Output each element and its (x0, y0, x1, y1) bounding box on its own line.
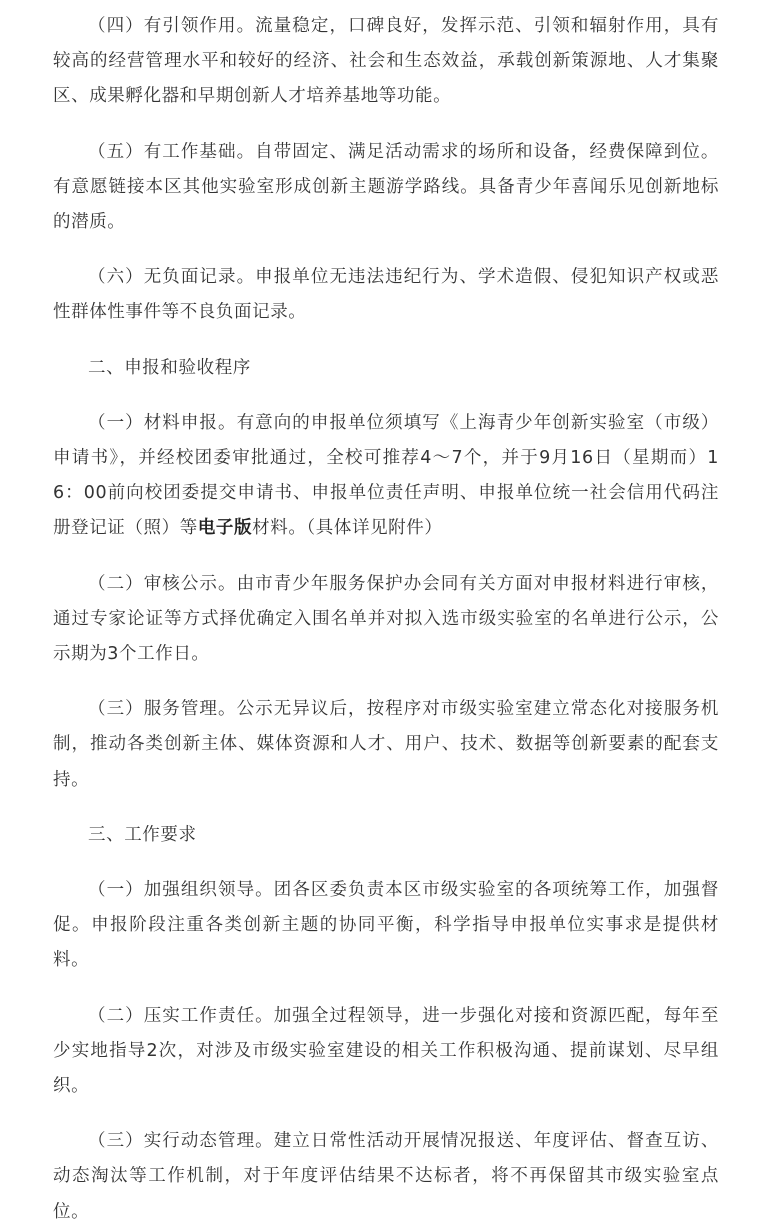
paragraph-dynamic-management: （三）实行动态管理。建立日常性活动开展情况报送、年度评估、督查互访、动态淘汰等工作机制，对于年度评估结果不达标者，将不再保留其市级实验室点位。 (53, 1131, 719, 1222)
paragraph-item-4: （四）有引领作用。流量稳定，口碑良好，发挥示范、引领和辐射作用，具有较高的经营管理水平和较好的经济、社会和生态效益，承载创新策源地、人才集聚区、成果孵化器和早期创新人才培养基地等功能。 (53, 16, 719, 107)
section-heading-application-procedure: 二、申报和验收程序 (88, 357, 251, 378)
paragraph-item-6: （六）无负面记录。申报单位无违法违纪行为、学术造假、侵犯知识产权或恶性群体性事件等不良负面记录。 (53, 267, 719, 323)
material-application-text-tail: 材料。（具体详见附件） (252, 518, 443, 539)
section-heading-work-requirements: 三、工作要求 (88, 824, 197, 845)
paragraph-organizational-leadership: （一）加强组织领导。团各区委负责本区市级实验室的各项统筹工作，加强督促。申报阶段注重各类创新主题的协同平衡，科学指导申报单位实事求是提供材料。 (53, 880, 719, 971)
paragraph-item-5: （五）有工作基础。自带固定、满足活动需求的场所和设备，经费保障到位。有意愿链接本区其他实验室形成创新主题游学路线。具备青少年喜闻乐见创新地标的潜质。 (53, 141, 719, 233)
paragraph-service-management: （三）服务管理。公示无异议后，按程序对市级实验室建立常态化对接服务机制，推动各类创新主体、媒体资源和人才、用户、技术、数据等创新要素的配套支持。 (53, 699, 719, 790)
paragraph-review-publicity: （二）审核公示。由市青少年服务保护办会同有关方面对申报材料进行审核，通过专家论证等方式择优确定入围名单并对拟入选市级实验室的名单进行公示，公示期为3个工作日。 (53, 573, 719, 665)
paragraph-work-responsibility: （二）压实工作责任。加强全过程领导，进一步强化对接和资源匹配，每年至少实地指导2次，对涉及市级实验室建设的相关工作积极沟通、提前谋划、尽早组织。 (53, 1005, 719, 1097)
electronic-version-emphasis: 电子版 (197, 518, 253, 539)
material-application-text: （一）材料申报。有意向的申报单位须填写《上海青少年创新实验室（市级）申请书》，并经校团委审批通过，全校可推荐4～7个，并于9月16日（星期而）16：00前向校团委提交申请书、申报单位责任声明、申报单位统一社会信用代码注册登记证（照）等 (53, 412, 719, 539)
paragraph-material-application (53, 406, 719, 547)
